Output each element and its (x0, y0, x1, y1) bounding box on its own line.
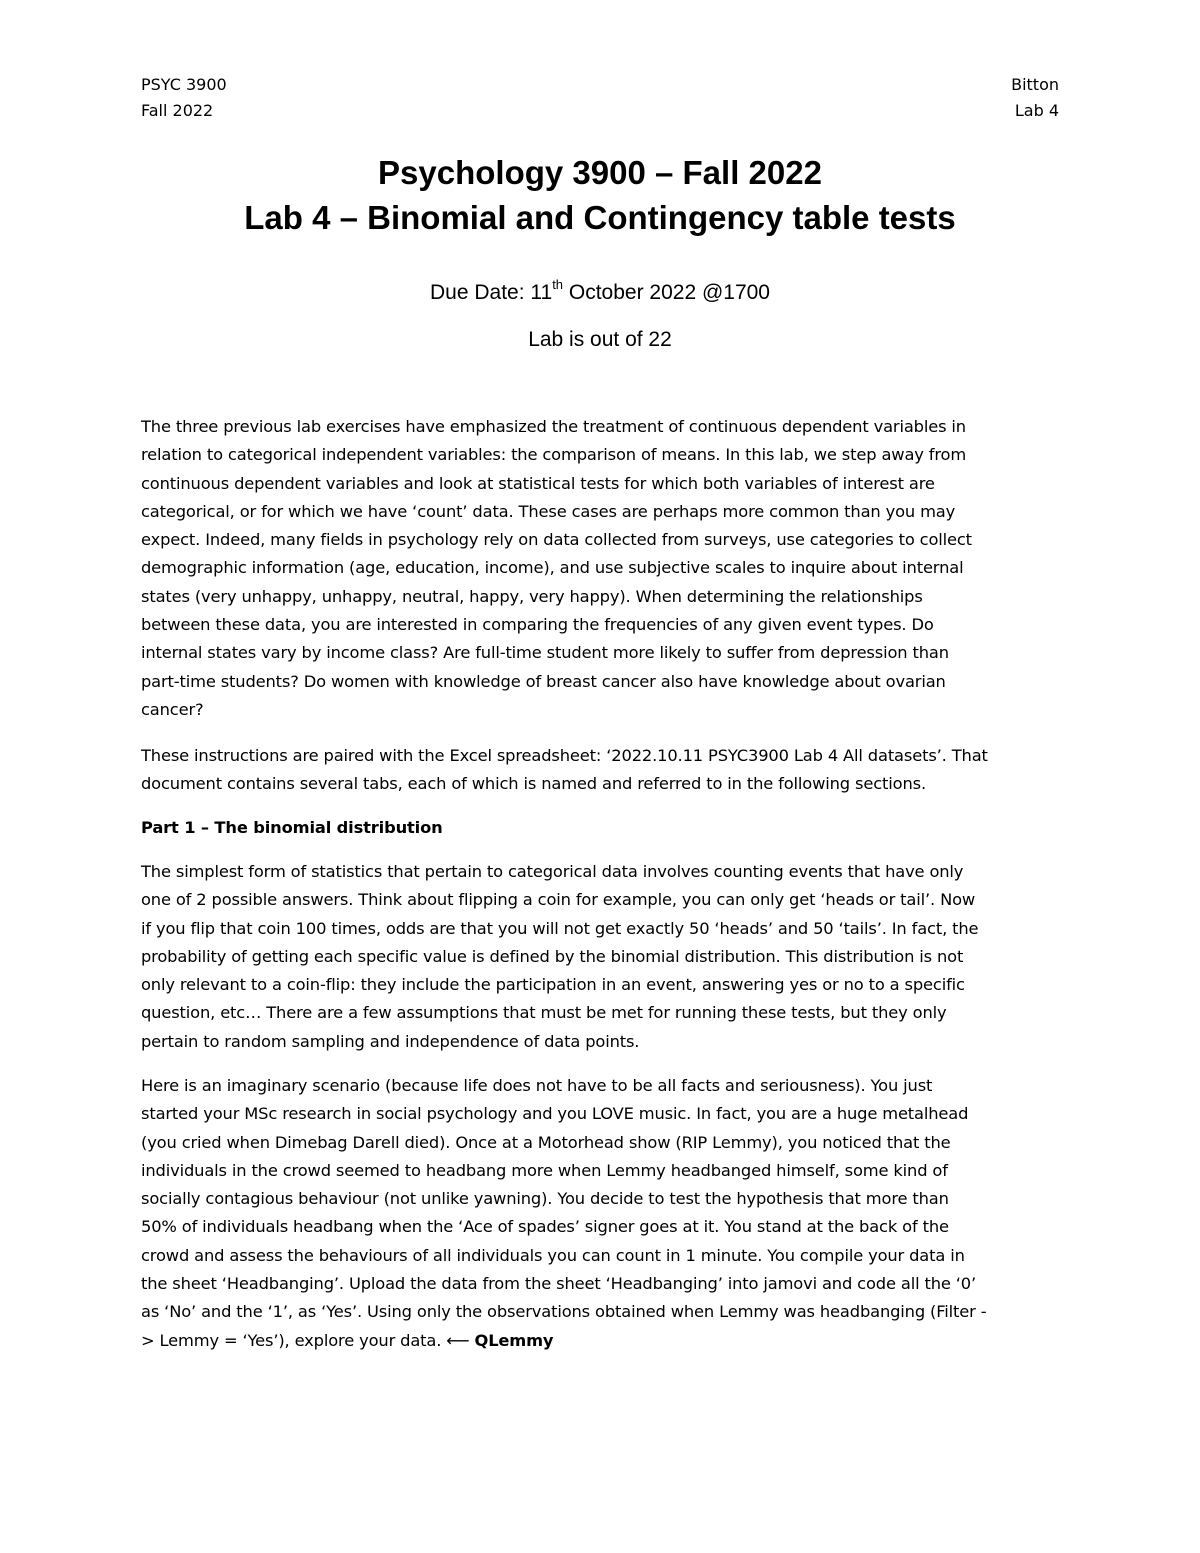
part1-paragraph-1 (141, 858, 1063, 1056)
part1-p1-line: only relevant to a coin-flip: they include the participation in an event, answering yes or no to a specific (141, 975, 965, 995)
part1-p2-last-line (141, 1327, 1063, 1355)
document-title (0, 150, 1200, 240)
part1-p1-line: question, etc… There are a few assumptions that must be met for running these tests, but they only (141, 1003, 947, 1023)
part1-p1-line: one of 2 possible answers. Think about flipping a coin for example, you can only get ‘heads or tail’. Now (141, 890, 976, 910)
instructions-line: These instructions are paired with the Excel spreadsheet: ‘2022.10.11 PSYC3900 Lab 4 All datasets’. That (141, 746, 988, 765)
part1-p2-line: (you cried when Dimebag Darell died). Once at a Motorhead show (RIP Lemmy), you noticed that the (141, 1132, 951, 1152)
header-author: Bitton (1011, 75, 1059, 94)
due-date-superscript: th (552, 277, 564, 292)
instructions-paragraph (141, 742, 1063, 799)
header-left (141, 72, 227, 124)
intro-line: categorical, or for which we have ‘count’ data. These cases are perhaps more common than you may (141, 501, 956, 521)
intro-line: demographic information (age, education, income), and use subjective scales to inquire about internal (141, 558, 964, 578)
part1-p2-line: crowd and assess the behaviours of all individuals you can count in 1 minute. You compile your data in (141, 1245, 965, 1265)
due-date (0, 278, 1200, 308)
part1-p2-line: socially contagious behaviour (not unlike yawning). You decide to test the hypothesis that more than (141, 1189, 949, 1209)
part1-p2-line: as ‘No’ and the ‘1’, as ‘Yes’. Using only the observations obtained when Lemmy was headbanging (Filter - (141, 1302, 987, 1322)
part1-p2-line: Here is an imaginary scenario (because life does not have to be all facts and seriousness). You just (141, 1076, 933, 1095)
intro-line: The three previous lab exercises have emphasized the treatment of continuous dependent variables in (141, 417, 966, 436)
intro-line: cancer? (141, 699, 204, 719)
header-course: PSYC 3900 (141, 75, 227, 94)
intro-line: part-time students? Do women with knowledge of breast cancer also have knowledge about ovarian (141, 671, 946, 691)
part1-p2-line: 50% of individuals headbang when the ‘Ace of spades’ signer goes at it. You stand at the back of the (141, 1217, 949, 1237)
title-line-1: Psychology 3900 – Fall 2022 (378, 154, 822, 191)
intro-line: continuous dependent variables and look at statistical tests for which both variables of interest are (141, 473, 935, 493)
question-label: QLemmy (474, 1330, 554, 1350)
part1-heading (141, 814, 1063, 842)
part1-p1-line: probability of getting each specific value is defined by the binomial distribution. This distribution is not (141, 946, 964, 966)
intro-line: states (very unhappy, unhappy, neutral, happy, very happy). When determining the relationships (141, 586, 923, 606)
header-term: Fall 2022 (141, 101, 214, 120)
intro-line: expect. Indeed, many fields in psychology rely on data collected from surveys, use categories to collect (141, 530, 972, 550)
intro-line: between these data, you are interested in comparing the frequencies of any given event types. Do (141, 615, 934, 635)
header-right (1011, 72, 1059, 124)
part1-p1-line: The simplest form of statistics that pertain to categorical data involves counting events that have only (141, 862, 964, 881)
part1-p2-line: started your MSc research in social psychology and you LOVE music. In fact, you are a huge metalhead (141, 1104, 969, 1124)
part1-paragraph-2 (141, 1072, 1063, 1355)
header-lab: Lab 4 (1014, 101, 1059, 120)
lab-total-marks: Lab is out of 22 (528, 328, 672, 351)
part1-p2-line: the sheet ‘Headbanging’. Upload the data from the sheet ‘Headbanging’ into jamovi and code all the ‘0’ (141, 1274, 977, 1294)
due-date-suffix: October 2022 @1700 (563, 281, 770, 304)
part1-heading-text: Part 1 – The binomial distribution (141, 818, 443, 837)
intro-line: internal states vary by income class? Are full-time student more likely to suffer from depression than (141, 643, 949, 663)
intro-paragraph (141, 413, 1063, 724)
part1-p1-line: pertain to random sampling and independence of data points. (141, 1031, 640, 1051)
instructions-line: document contains several tabs, each of which is named and referred to in the following sections. (141, 774, 926, 794)
title-line-2: Lab 4 – Binomial and Contingency table tests (244, 199, 956, 236)
part1-p2-last-text: > Lemmy = ‘Yes’), explore your data. ⟵ (141, 1330, 475, 1350)
intro-line: relation to categorical independent variables: the comparison of means. In this lab, we step away from (141, 445, 967, 465)
part1-p2-line: individuals in the crowd seemed to headbang more when Lemmy headbanged himself, some kind of (141, 1160, 948, 1180)
due-date-prefix: Due Date: 11 (430, 281, 553, 304)
part1-p1-line: if you flip that coin 100 times, odds are that you will not get exactly 50 ‘heads’ and 50 ‘tails’. In fact, the (141, 918, 979, 938)
